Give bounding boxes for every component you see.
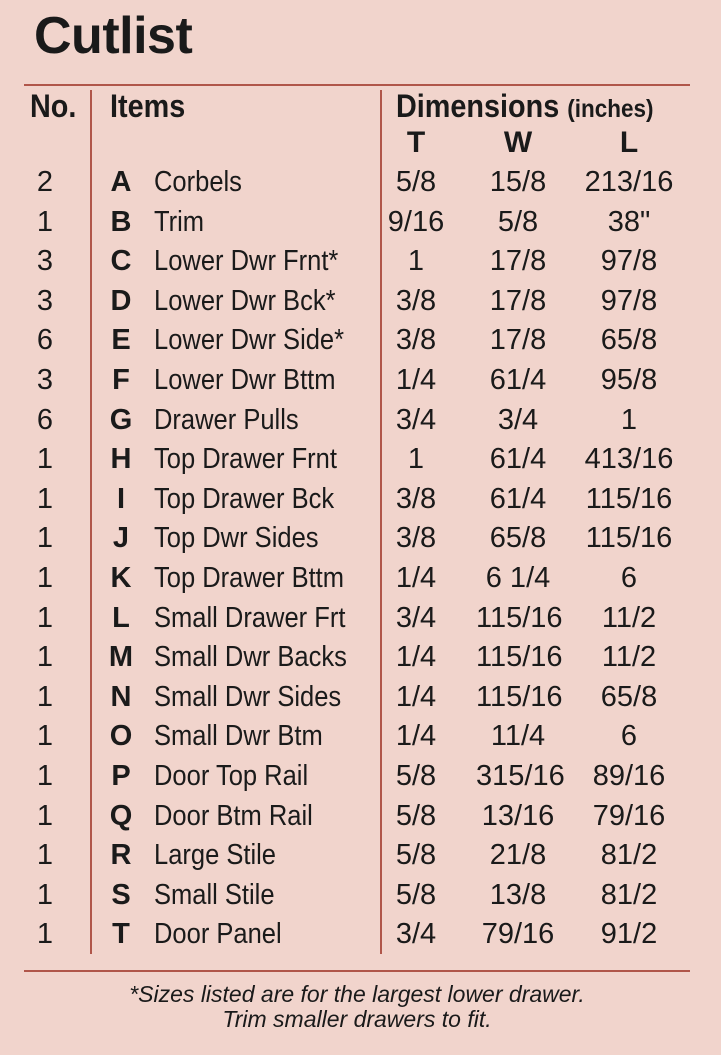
item-name: Small Stile bbox=[154, 878, 275, 911]
header-items: Items bbox=[110, 88, 186, 124]
item-name: Large Stile bbox=[154, 839, 277, 872]
item-width: 15/8 bbox=[489, 166, 547, 198]
item-length: 6 bbox=[620, 562, 638, 594]
item-letter: P bbox=[111, 760, 131, 792]
item-count: 1 bbox=[36, 562, 54, 594]
item-count: 1 bbox=[36, 443, 54, 476]
item-length: 65/8 bbox=[600, 324, 658, 357]
item-count: 2 bbox=[36, 166, 54, 198]
item-width: 115/16 bbox=[476, 680, 563, 713]
item-name: Small Dwr Sides bbox=[154, 680, 342, 713]
item-letter: S bbox=[111, 878, 131, 911]
item-thickness: 3/8 bbox=[395, 482, 437, 515]
footnote bbox=[24, 982, 690, 1032]
table-row bbox=[0, 206, 721, 246]
header-l: L bbox=[619, 126, 639, 159]
item-count: 1 bbox=[36, 878, 54, 911]
table-row bbox=[0, 602, 721, 642]
table-row bbox=[0, 404, 721, 444]
item-letter: F bbox=[112, 364, 130, 396]
item-count: 1 bbox=[36, 918, 54, 951]
header-units: (inches) bbox=[567, 95, 654, 123]
item-width: 13/8 bbox=[489, 878, 547, 911]
table-row bbox=[0, 364, 721, 404]
item-width: 17/8 bbox=[489, 245, 547, 278]
item-thickness: 5/8 bbox=[395, 799, 437, 832]
item-thickness: 1/4 bbox=[395, 641, 437, 674]
item-count: 1 bbox=[36, 760, 54, 792]
footnote-line-2: Trim smaller drawers to fit. bbox=[222, 1006, 492, 1032]
item-count: 3 bbox=[36, 364, 54, 396]
item-length: 38" bbox=[607, 205, 651, 238]
table-row bbox=[0, 839, 721, 879]
item-letter: T bbox=[112, 918, 130, 951]
item-width: 61/4 bbox=[489, 443, 547, 476]
item-thickness: 5/8 bbox=[395, 839, 437, 872]
item-thickness: 1/4 bbox=[395, 562, 437, 594]
item-width: 21/8 bbox=[489, 839, 547, 872]
item-count: 1 bbox=[36, 522, 54, 555]
item-length: 95/8 bbox=[600, 364, 658, 396]
item-letter: A bbox=[110, 166, 132, 198]
bottom-rule bbox=[24, 970, 690, 972]
item-letter: L bbox=[112, 601, 130, 634]
item-name: Drawer Pulls bbox=[154, 403, 299, 436]
item-name: Lower Dwr Frnt* bbox=[154, 245, 339, 278]
item-thickness: 5/8 bbox=[395, 878, 437, 911]
item-length: 115/16 bbox=[585, 522, 673, 555]
footnote-line-1: *Sizes listed are for the largest lower drawer. bbox=[129, 981, 585, 1007]
item-thickness: 3/4 bbox=[395, 601, 437, 634]
header-dimensions bbox=[396, 88, 654, 125]
item-width: 13/16 bbox=[481, 799, 555, 832]
item-count: 1 bbox=[36, 799, 54, 832]
item-name: Small Dwr Btm bbox=[154, 720, 323, 753]
item-name: Lower Dwr Bttm bbox=[154, 364, 336, 396]
item-length: 65/8 bbox=[600, 680, 658, 713]
item-name: Trim bbox=[154, 205, 205, 238]
item-letter: B bbox=[110, 205, 132, 238]
item-length: 81/2 bbox=[600, 839, 658, 872]
table-row bbox=[0, 443, 721, 483]
item-thickness: 5/8 bbox=[395, 166, 437, 198]
item-letter: K bbox=[110, 562, 132, 594]
header-no: No. bbox=[30, 88, 77, 124]
item-thickness: 1/4 bbox=[395, 680, 437, 713]
item-length: 213/16 bbox=[584, 166, 674, 198]
item-length: 91/2 bbox=[600, 918, 658, 951]
item-width: 115/16 bbox=[476, 601, 563, 634]
top-rule bbox=[24, 84, 690, 86]
item-name: Lower Dwr Side* bbox=[154, 324, 345, 357]
item-width: 11/4 bbox=[490, 720, 546, 753]
item-width: 17/8 bbox=[489, 284, 547, 317]
item-length: 11/2 bbox=[601, 641, 657, 674]
item-name: Top Dwr Sides bbox=[154, 522, 319, 555]
table-row bbox=[0, 285, 721, 325]
table-row bbox=[0, 522, 721, 562]
item-name: Door Top Rail bbox=[154, 760, 309, 792]
item-width: 3/4 bbox=[497, 403, 539, 436]
item-letter: I bbox=[116, 482, 126, 515]
table-row bbox=[0, 681, 721, 721]
item-thickness: 1 bbox=[407, 245, 425, 278]
item-length: 97/8 bbox=[600, 245, 658, 278]
item-thickness: 1/4 bbox=[395, 720, 437, 753]
header-t: T bbox=[406, 126, 426, 159]
item-length: 413/16 bbox=[584, 443, 674, 476]
item-width: 17/8 bbox=[489, 324, 547, 357]
item-name: Small Drawer Frt bbox=[154, 601, 346, 634]
item-name: Door Panel bbox=[154, 918, 282, 951]
item-letter: J bbox=[112, 522, 130, 555]
page-title: Cutlist bbox=[34, 7, 193, 65]
table-row bbox=[0, 879, 721, 919]
item-letter: H bbox=[110, 443, 132, 476]
item-thickness: 9/16 bbox=[387, 205, 445, 238]
item-name: Top Drawer Frnt bbox=[154, 443, 337, 476]
table-row bbox=[0, 760, 721, 800]
item-length: 97/8 bbox=[600, 284, 658, 317]
item-length: 115/16 bbox=[585, 482, 673, 515]
header-w: W bbox=[503, 126, 533, 159]
item-length: 79/16 bbox=[592, 799, 666, 832]
header-dimensions-label: Dimensions bbox=[396, 88, 560, 124]
item-count: 3 bbox=[36, 284, 54, 317]
item-length: 1 bbox=[620, 403, 638, 436]
table-row bbox=[0, 562, 721, 602]
item-width: 6 1/4 bbox=[485, 562, 551, 594]
table-row bbox=[0, 483, 721, 523]
item-length: 89/16 bbox=[592, 760, 666, 792]
item-letter: M bbox=[108, 641, 134, 674]
item-name: Lower Dwr Bck* bbox=[154, 284, 336, 317]
table-row bbox=[0, 918, 721, 958]
item-count: 3 bbox=[36, 245, 54, 278]
table-row bbox=[0, 245, 721, 285]
item-count: 1 bbox=[36, 205, 54, 238]
item-width: 61/4 bbox=[489, 482, 547, 515]
table-row bbox=[0, 641, 721, 681]
item-count: 1 bbox=[36, 482, 54, 515]
table-row bbox=[0, 166, 721, 206]
table-row bbox=[0, 800, 721, 840]
item-count: 1 bbox=[36, 601, 54, 634]
item-thickness: 3/8 bbox=[395, 522, 437, 555]
item-thickness: 3/4 bbox=[395, 403, 437, 436]
item-thickness: 3/4 bbox=[395, 918, 437, 951]
item-letter: Q bbox=[109, 799, 133, 832]
table-row bbox=[0, 720, 721, 760]
table-row bbox=[0, 324, 721, 364]
item-name: Corbels bbox=[154, 166, 242, 198]
item-length: 81/2 bbox=[600, 878, 658, 911]
item-letter: G bbox=[109, 403, 133, 436]
item-width: 315/16 bbox=[476, 760, 565, 792]
item-name: Top Drawer Bttm bbox=[154, 562, 345, 594]
item-thickness: 5/8 bbox=[395, 760, 437, 792]
item-length: 11/2 bbox=[601, 601, 657, 634]
item-count: 6 bbox=[36, 403, 54, 436]
item-letter: C bbox=[110, 245, 132, 278]
item-width: 61/4 bbox=[489, 364, 547, 396]
item-count: 1 bbox=[36, 680, 54, 713]
item-name: Top Drawer Bck bbox=[154, 482, 335, 515]
item-width: 5/8 bbox=[497, 205, 539, 238]
item-width: 115/16 bbox=[476, 641, 563, 674]
item-letter: R bbox=[110, 839, 132, 872]
item-letter: E bbox=[111, 324, 131, 357]
item-thickness: 1/4 bbox=[395, 364, 437, 396]
item-letter: O bbox=[109, 720, 133, 753]
item-width: 65/8 bbox=[489, 522, 547, 555]
item-count: 1 bbox=[36, 839, 54, 872]
item-length: 6 bbox=[620, 720, 638, 753]
item-thickness: 3/8 bbox=[395, 324, 437, 357]
item-thickness: 1 bbox=[407, 443, 425, 476]
item-count: 1 bbox=[36, 720, 54, 753]
item-width: 79/16 bbox=[481, 918, 555, 951]
item-letter: N bbox=[110, 680, 132, 713]
item-name: Door Btm Rail bbox=[154, 799, 313, 832]
item-letter: D bbox=[110, 284, 132, 317]
item-thickness: 3/8 bbox=[395, 284, 437, 317]
item-count: 1 bbox=[36, 641, 54, 674]
item-count: 6 bbox=[36, 324, 54, 357]
item-name: Small Dwr Backs bbox=[154, 641, 347, 674]
